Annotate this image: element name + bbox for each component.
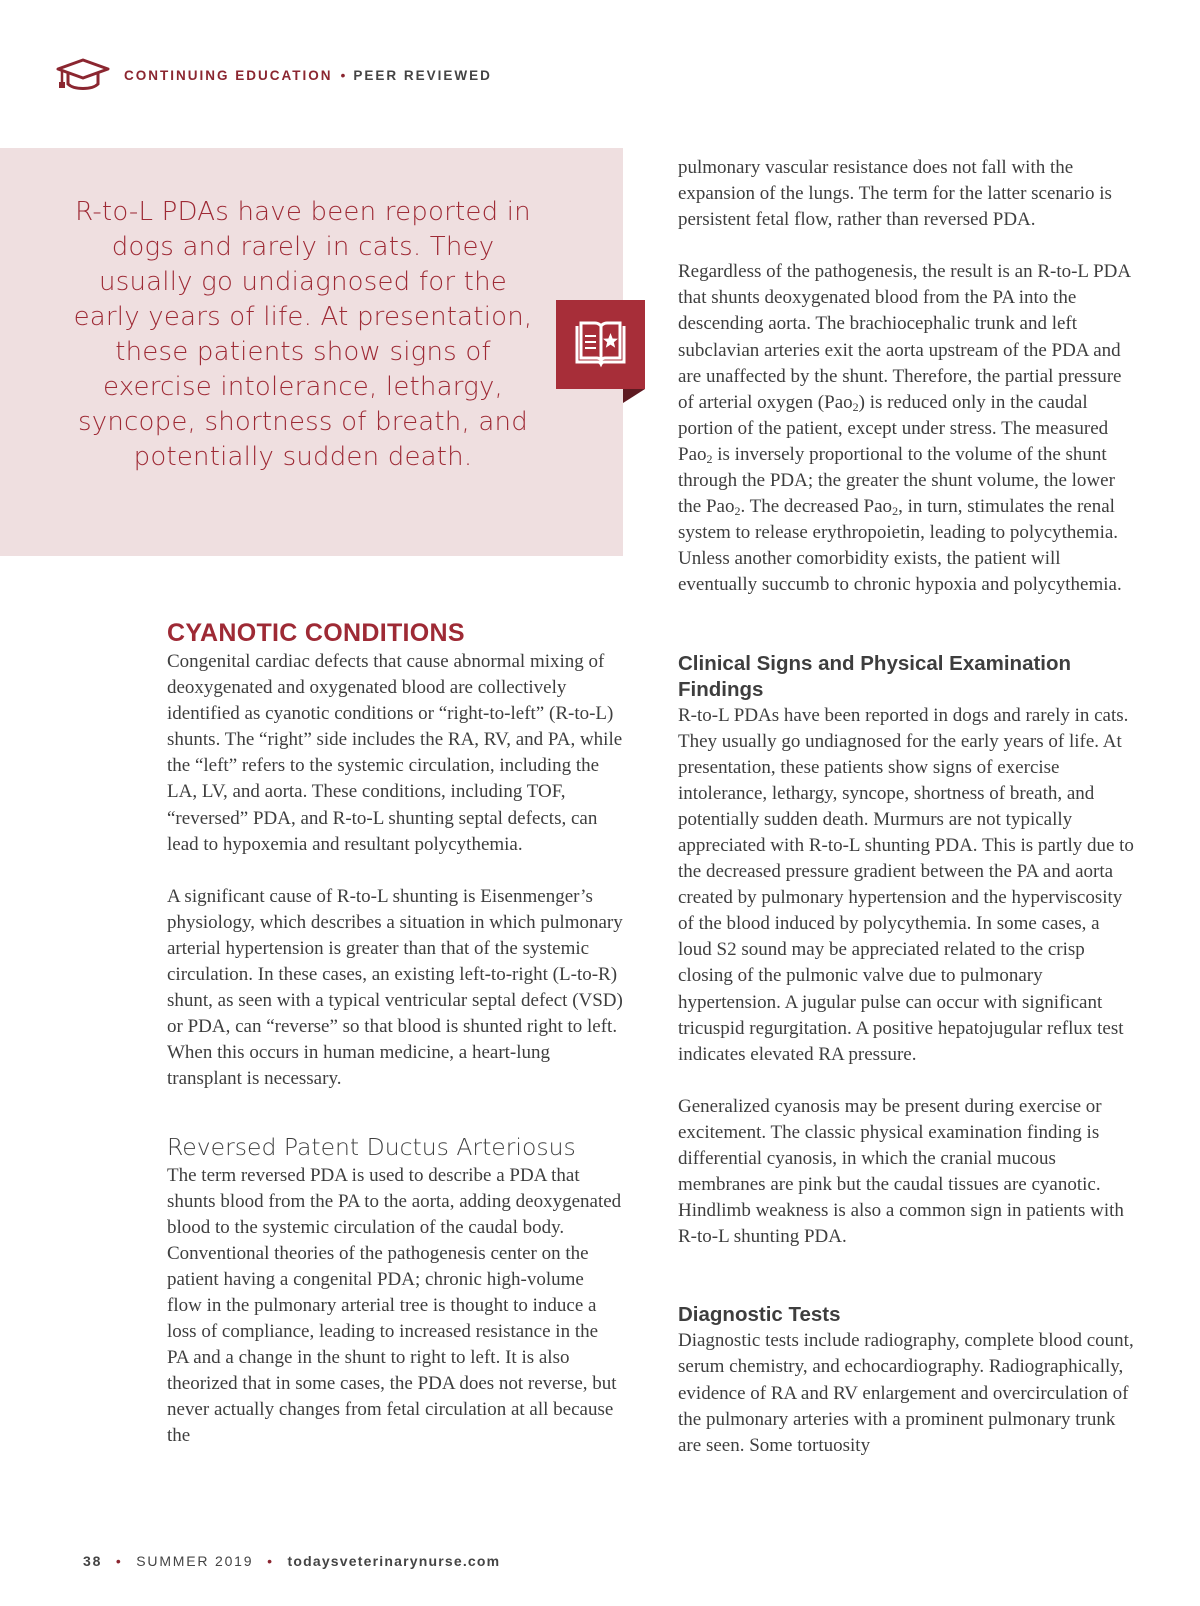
right-column bbox=[678, 155, 1138, 1459]
header-separator: • bbox=[340, 67, 346, 83]
heading-diagnostic-tests: Diagnostic Tests bbox=[678, 1303, 841, 1327]
section-label: CONTINUING EDUCATION bbox=[124, 67, 333, 83]
paragraph: Generalized cyanosis may be present during exercise or excitement. The classic physical examination finding is differential cyanosis, in which the cranial mucous membranes are pink but the caudal tissues are cyanotic. Hindlimb weakness is also a common sign in patients with R-to-L shunting PDA. bbox=[678, 1095, 1124, 1248]
footer-separator: • bbox=[267, 1553, 274, 1569]
paragraph: Diagnostic tests include radiography, complete blood count, serum chemistry, and echocardiography. Radiographically, evidence of RA and RV enlargement and overcirculation of the pulmonary arteries with a prominent pulmonary trunk are seen. Some tortuosity bbox=[678, 1330, 1134, 1456]
left-column bbox=[167, 617, 623, 1450]
section-heading-cyanotic: CYANOTIC CONDITIONS bbox=[167, 619, 465, 647]
website-link[interactable]: todaysveterinarynurse.com bbox=[287, 1553, 501, 1569]
paragraph: The term reversed PDA is used to describe a PDA that shunts blood from the PA to the aorta, adding deoxygenated blood to the systemic circulation of the caudal body. Conventional theories of the pathogenesis center on the patient having a congenital PDA; chronic high-volume flow in the pulmonary arterial tree is thought to induce a loss of compliance, leading to increased resistance in the PA and a change in the shunt to right to left. It is also theorized that in some cases, the PDA does not reverse, but never actually changes from fetal circulation at all because the bbox=[167, 1164, 622, 1447]
paragraph: R-to-L PDAs have been reported in dogs and rarely in cats. They usually go undiagnosed for the early years of life. At presentation, these patients show signs of exercise intolerance, lethargy, syncope, shortness of breath, and potentially sudden death. Murmurs are not typically appreciated with R-to-L shunting PDA. This is partly due to the decreased pressure gradient between the PA and aorta created by pulmonary hypertension and the hyperviscosity of the blood induced by polycythemia. In some cases, a loud S2 sound may be appreciated related to the crisp closing of the pulmonic valve due to pulmonary hypertension. A jugular pulse can occur with significant tricuspid regurgitation. A positive hepatojugular reflux test indicates elevated RA pressure. bbox=[678, 704, 1134, 1065]
heading-clinical-signs: Clinical Signs and Physical Examination Findings bbox=[678, 651, 1072, 701]
pull-quote-text: R-to-L PDAs have been reported in dogs and rarely in cats. They usually go undiagnosed for the early years of life. At presentation, these patients show signs of exercise intolerance, lethargy, syncope, shortness of breath, and potentially sudden death. bbox=[73, 197, 533, 472]
graduation-cap-icon bbox=[56, 57, 110, 93]
page-header bbox=[56, 55, 492, 95]
paragraph: Congenital cardiac defects that cause abnormal mixing of deoxygenated and oxygenated blood are collectively identified as cyanotic conditions or “right-to-left” (R-to-L) shunts. The “right” side includes the RA, RV, and PA, while the “left” refers to the systemic circulation, including the LA, LV, and aorta. These conditions, including TOF, “reversed” PDA, and R-to-L shunting septal defects, can lead to hypoxemia and resultant polycythemia. bbox=[167, 651, 623, 855]
pull-quote-box bbox=[0, 148, 623, 556]
paragraph: A significant cause of R-to-L shunting is Eisenmenger’s physiology, which describes a situation in which pulmonary arterial hypertension is greater than that of the systemic circulation. In these cases, an existing left-to-right (L-to-R) shunt, as seen with a typical ventricular septal defect (VSD) or PDA, can “reverse” so that blood is shunted right to left. When this occurs in human medicine, a heart-lung transplant is necessary. bbox=[167, 885, 623, 1090]
page-number: 38 bbox=[83, 1553, 103, 1569]
peer-reviewed-label: PEER REVIEWED bbox=[353, 67, 492, 83]
badge-fold bbox=[623, 389, 645, 403]
book-star-icon bbox=[573, 318, 628, 370]
footer-separator: • bbox=[115, 1553, 123, 1569]
subheading-reversed-pda: Reversed Patent Ductus Arteriosus bbox=[167, 1132, 576, 1161]
paragraph: pulmonary vascular resistance does not fall with the expansion of the lungs. The term for the latter scenario is persistent fetal flow, rather than reversed PDA. bbox=[678, 157, 1112, 231]
paragraph-pathogenesis: Regardless of the pathogenesis, the result is an R-to-L PDA that shunts deoxygenated blood from the PA into the descending aorta. The brachiocephalic trunk and left subclavian arteries exit the aorta upstream of the PDA and are unaffected by the shunt. Therefore, the partial pressure of arterial oxygen (Pao$_2$) is reduced only in the caudal portion of the patient, except under stress. The measured Pao$_2$ is inversely proportional to the volume of the shunt through the PDA; the greater the shunt volume, the lower the Pao$_2$. The decreased Pao$_2$, in turn, stimulates the renal system to release erythropoietin, leading to polycythemia. Unless another comorbidity exists, the patient will eventually succumb to chronic hypoxia and polycythemia. bbox=[678, 261, 1131, 596]
page-footer bbox=[83, 1553, 500, 1569]
issue-label: SUMMER 2019 bbox=[136, 1553, 254, 1569]
book-badge bbox=[556, 300, 645, 389]
